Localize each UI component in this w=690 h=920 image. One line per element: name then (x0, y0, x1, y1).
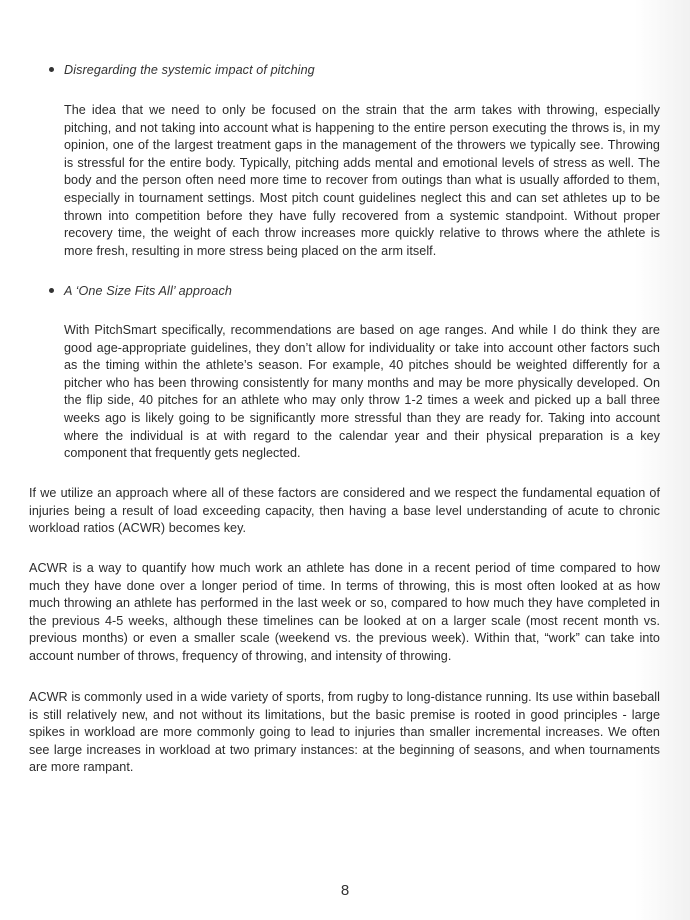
bullet-heading-systemic-impact (49, 63, 315, 77)
bullet-heading-text: A ‘One Size Fits All’ approach (64, 284, 232, 298)
paragraph-one-size: With PitchSmart specifically, recommendations are based on age ranges. And while I do think they are good age-appropriate guidelines, they don’t allow for individuality or take into account other factors such as the timing within the athlete’s season. For example, 40 pitches should be weighted differently for a pitcher who has been throwing consistently for many months and may be more physically developed. On the flip side, 40 pitches for an athlete who may only throw 1-2 times a week and picked up a ball three weeks ago is likely going to be significantly more stressful than they are ready for. Taking into account where the individual is at with regard to the calendar year and their physical preparation is a key component that frequently gets neglected. (64, 323, 660, 461)
bullet-dot-icon (49, 288, 54, 293)
bullet-heading-one-size (49, 284, 232, 298)
page-number: 8 (340, 882, 350, 899)
paragraph-acwr-definition: ACWR is a way to quantify how much work an athlete has done in a recent period of time compared to how much they have done over a longer period of time. In terms of throwing, this is most often looked at as how much throwing an athlete has performed in the last week or so, compared to how much they have completed in the previous 4-5 weeks, although these timelines can be looked at on a larger scale (most recent month vs. previous months) or even a smaller scale (weekend vs. the previous week). Within that, “work” can take into account number of throws, frequency of throwing, and intensity of throwing. (29, 561, 660, 663)
paragraph-acwr-usage: ACWR is commonly used in a wide variety of sports, from rugby to long-distance running. Its use within baseball is still relatively new, and not without its limitations, but the basic premise is rooted in good principles - large spikes in workload are more commonly going to lead to injuries than smaller incremental increases. We often see large increases in workload at two primary instances: at the beginning of seasons, and when tournaments are more rampant. (29, 690, 660, 775)
bullet-heading-text: Disregarding the systemic impact of pitching (64, 63, 315, 77)
bullet-dot-icon (49, 67, 54, 72)
paragraph-acwr-intro: If we utilize an approach where all of these factors are considered and we respect the fundamental equation of injuries being a result of load exceeding capacity, then having a base level understanding of acute to chronic workload ratios (ACWR) becomes key. (29, 486, 660, 536)
paragraph-systemic-impact: The idea that we need to only be focused on the strain that the arm takes with throwing, especially pitching, and not taking into account what is happening to the entire person executing the throws is, in my opinion, one of the largest treatment gaps in the management of the throwers we typically see. Throwing is stressful for the entire body. Typically, pitching adds mental and emotional levels of stress as well. The body and the person often need more time to recover from outings than what is usually afforded to them, especially in tournament settings. Most pitch count guidelines neglect this and can set athletes up to be thrown into competition before they have fully recovered from a systemic standpoint. Without proper recovery time, the weight of each throw increases more quickly relative to throws where the athlete is more fresh, resulting in more stress being placed on the arm itself. (64, 103, 660, 258)
